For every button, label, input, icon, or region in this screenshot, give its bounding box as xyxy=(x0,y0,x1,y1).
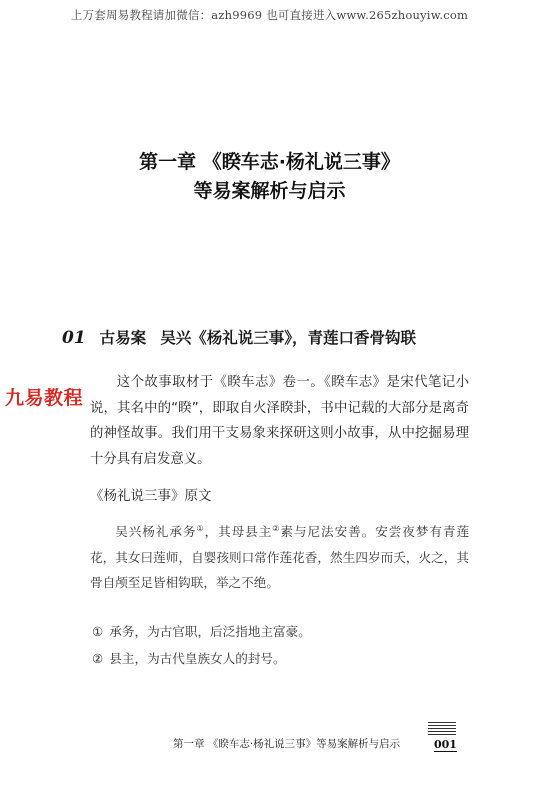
original-text-part-3: 素与尼法安善。安尝夜梦有青莲花，其女曰莲师，自婴孩则口常作莲花香，然生四岁而夭，火之，其骨自颅至足皆相钩联，举之不绝。 xyxy=(90,524,470,590)
section-title: 吴兴《杨礼说三事》，青莲口香骨钩联 xyxy=(160,329,416,347)
original-text-part-1: 吴兴杨礼承务 xyxy=(115,524,197,539)
watermark-banner: 上万套周易教程请加微信：azh9969 也可直接进入www.265zhouyiw.com xyxy=(70,8,469,22)
original-text xyxy=(90,519,469,596)
section-number: 01 xyxy=(62,328,86,348)
footnote-ref-1: ① xyxy=(196,524,205,533)
chapter-title-line-1: 第一章 《睽车志·杨礼说三事》 xyxy=(139,151,400,173)
footnote-1 xyxy=(92,621,311,640)
chapter-title xyxy=(0,148,539,206)
footnote-1-marker: ① xyxy=(92,624,104,639)
original-text-part-2: ，其母县主 xyxy=(204,524,273,539)
chapter-title-line-2: 等易案解析与启示 xyxy=(193,180,346,202)
footnote-2 xyxy=(92,648,286,667)
page-number: 001 xyxy=(434,738,457,751)
watermark-logo: 九易教程 xyxy=(4,383,84,410)
intro-paragraph: 这个故事取材于《睽车志》卷一。《睽车志》是宋代笔记小说，其名中的“睽”，即取自火泽睽卦，书中记载的大部分是离奇的神怪故事。我们用干支易象来探研这则小故事，从中挖掘易理十分具有启发意义。 xyxy=(90,375,469,467)
original-text-heading: 《杨礼说三事》原文 xyxy=(90,488,212,504)
footnote-ref-2: ② xyxy=(272,524,281,533)
footnote-2-marker: ② xyxy=(92,651,104,666)
footnote-1-text: 承务，为古官职，后泛指地主富豪。 xyxy=(109,624,311,639)
footnote-2-text: 县主，为古代皇族女人的封号。 xyxy=(109,651,286,666)
section-case-label: 古易案 xyxy=(99,329,147,347)
footer-ornament xyxy=(428,722,456,737)
section-heading xyxy=(62,326,416,348)
running-footer: 第一章 《睽车志·杨礼说三事》等易案解析与启示 xyxy=(173,738,401,750)
